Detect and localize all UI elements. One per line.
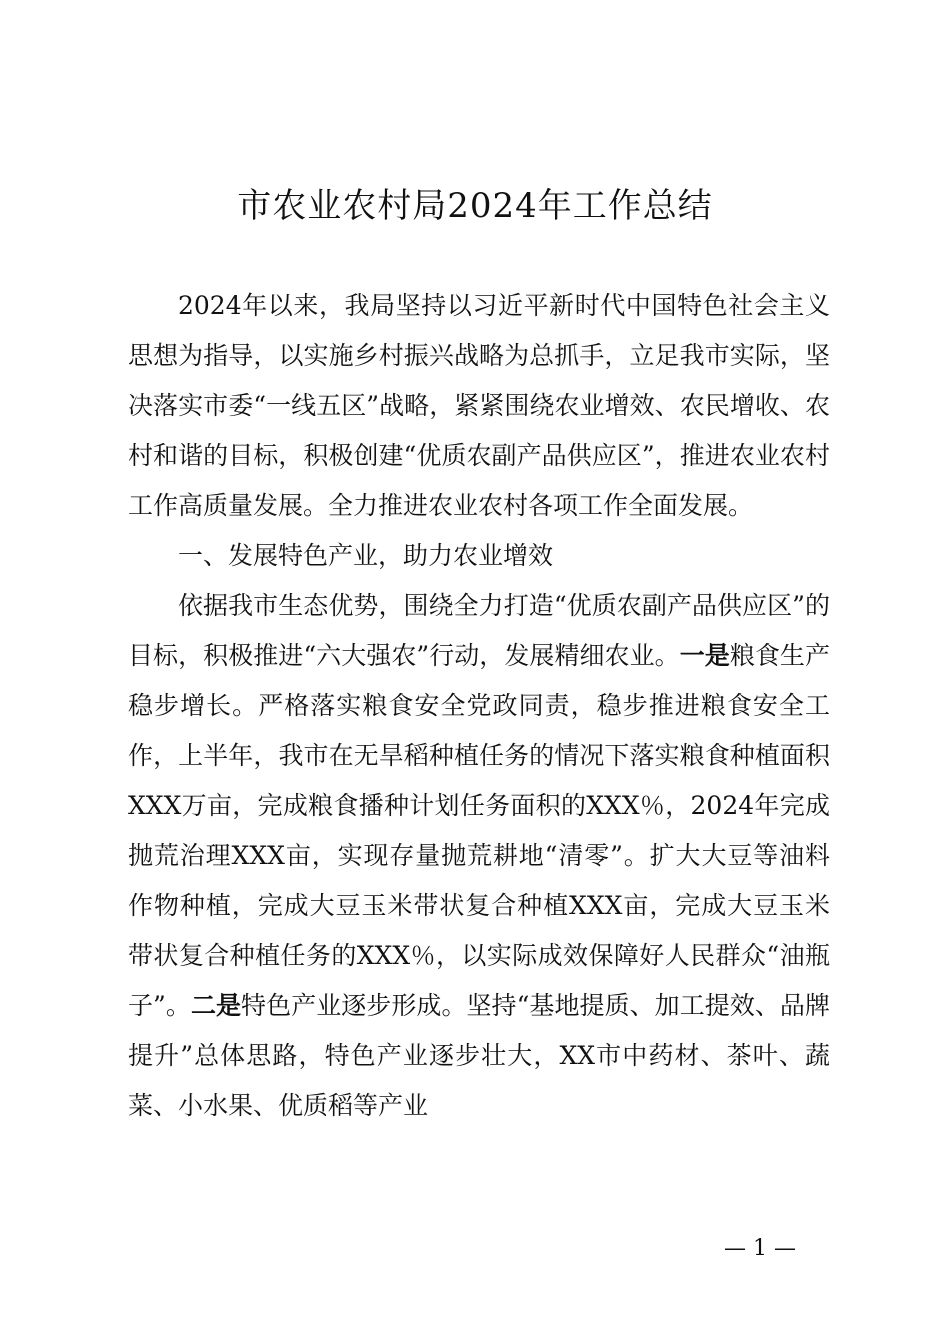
- intro-paragraph: 2024年以来，我局坚持以习近平新时代中国特色社会主义思想为指导，以实施乡村振兴战略为总抓手，立足我市实际，坚决落实市委“一线五区”战略，紧紧围绕农业增效、农民增收、农村和谐的目标，积极创建“优质农副产品供应区”，推进农业农村工作高质量发展。全力推进农业农村各项工作全面发展。: [128, 291, 830, 520]
- point-one-marker: 一是: [679, 641, 730, 670]
- section-paragraph: [128, 581, 830, 1131]
- point-two-marker: 二是: [190, 991, 242, 1020]
- point-two-text: 特色产业逐步形成。坚持“基地提质、加工提效、品牌提升”总体思路，特色产业逐步壮大，XX市中药材、茶叶、蔬菜、小水果、优质稻等产业: [128, 991, 830, 1120]
- point-one-text: 粮食生产稳步增长。严格落实粮食安全党政同责，稳步推进粮食安全工作，上半年，我市在无旱稻种植任务的情况下落实粮食种植面积XXX万亩，完成粮食播种计划任务面积的XXX％，2024年完成抛荒治理XXX亩，实现存量抛荒耕地“清零”。扩大大豆等油料作物种植，完成大豆玉米带状复合种植XXX亩，完成大豆玉米带状复合种植任务的XXX％，以实际成效保障好人民群众“油瓶子”。: [128, 641, 830, 1020]
- paragraph-lead: 依据我市生态优势，围绕全力打造“优质农副产品供应区”的目标，积极推进“六大强农”行动，发展精细农业。: [128, 591, 830, 670]
- page-number: — 1 —: [724, 1236, 796, 1261]
- document-title: 市农业农村局2024年工作总结: [237, 186, 713, 226]
- document-body: [128, 281, 830, 1131]
- section-heading: 一、发展特色产业，助力农业增效: [178, 541, 554, 570]
